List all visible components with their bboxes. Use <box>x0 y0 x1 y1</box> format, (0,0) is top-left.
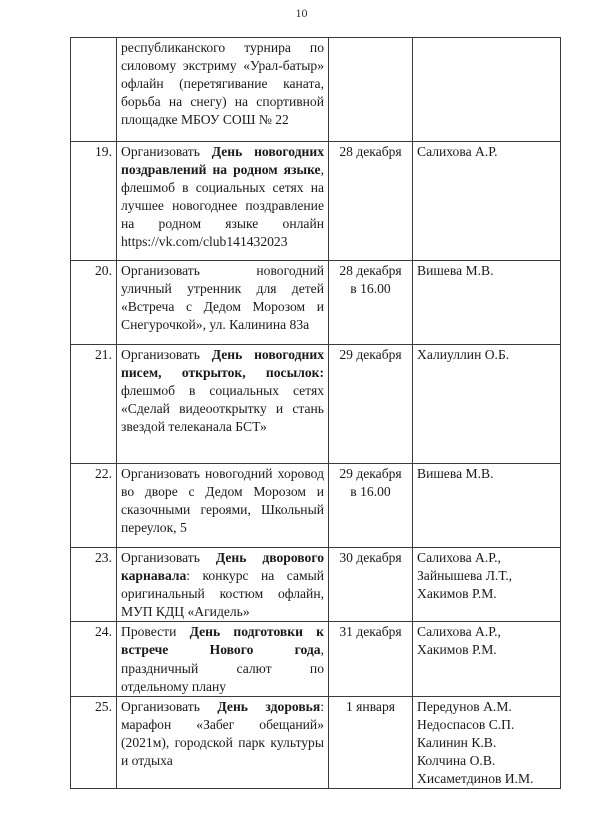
event-description <box>117 548 329 622</box>
event-responsible: Салихова А.Р. <box>413 142 561 261</box>
event-date: 31 декабря <box>329 622 413 696</box>
event-date-day: 28 декабря <box>339 263 402 278</box>
event-details: , флешмоб в социальных сетях на лучшее новогоднее поздравление на родном языке онлайн https://vk.com/club141432023 <box>121 162 324 250</box>
events-table <box>70 37 561 789</box>
event-title: День новогодних поздравлений на родном языке <box>121 144 324 178</box>
event-date-time: в 16.00 <box>350 484 391 500</box>
event-description: Организовать новогодний уличный утренник для детей «Встреча с Дедом Морозом и Снегурочкой», ул. Калинина 83а <box>117 261 329 345</box>
event-responsible <box>413 548 561 622</box>
event-title: День здоровья <box>217 698 321 714</box>
responsible-person: Недоспасов С.П. <box>417 716 515 732</box>
event-verb: Провести <box>121 624 190 640</box>
event-verb: Организовать <box>121 698 218 714</box>
responsible-person: Хисаметдинов И.М. <box>417 771 534 787</box>
responsible-person: Калинин К.В. <box>417 734 497 750</box>
event-date: 30 декабря <box>329 548 413 622</box>
event-date: 1 января <box>329 696 413 788</box>
responsible-person: Передунов А.М. <box>417 698 512 714</box>
event-date: 28 декабря <box>329 142 413 261</box>
responsible-person: Колчина О.В. <box>417 753 496 769</box>
responsible-person: Хакимов Р.М. <box>417 586 497 602</box>
table-row <box>71 464 561 548</box>
row-number <box>71 38 117 142</box>
event-description <box>117 142 329 261</box>
event-verb: Организовать <box>121 550 216 565</box>
table-row <box>71 622 561 696</box>
row-number: 20. <box>71 261 117 345</box>
table-row <box>71 696 561 788</box>
table-row <box>71 261 561 345</box>
event-description: республиканского турнира по силовому экстриму «Урал-батыр» офлайн (перетягивание каната, борьба на снегу) на спортивной площадке МБОУ СОШ № 22 <box>117 38 329 142</box>
row-number: 19. <box>71 142 117 261</box>
event-title: День подготовки к встрече Нового года <box>121 624 324 658</box>
event-date <box>329 38 413 142</box>
table-row <box>71 38 561 142</box>
event-responsible: Вишева М.В. <box>413 464 561 548</box>
event-description <box>117 345 329 464</box>
event-title: День новогодних писем, открыток, посылок: <box>121 347 324 381</box>
event-details: : марафон «Забег обещаний» (2021м), городской парк культуры и отдыха <box>121 698 324 769</box>
event-verb: Организовать <box>121 347 212 362</box>
event-details: флешмоб в социальных сетях «Сделай видеооткрытку и стань звездой телеканала БСТ» <box>121 383 324 435</box>
row-number: 22. <box>71 464 117 548</box>
responsible-person: Зайнышева Л.Т., <box>417 568 513 584</box>
table-row <box>71 345 561 464</box>
row-number: 21. <box>71 345 117 464</box>
event-date: 29 декабря <box>329 345 413 464</box>
row-number: 25. <box>71 696 117 788</box>
row-number: 23. <box>71 548 117 622</box>
event-responsible <box>413 38 561 142</box>
event-responsible: Халиуллин О.Б. <box>413 345 561 464</box>
event-responsible <box>413 622 561 696</box>
row-number: 24. <box>71 622 117 696</box>
event-date <box>329 261 413 345</box>
event-date <box>329 464 413 548</box>
event-description <box>117 696 329 788</box>
event-responsible <box>413 696 561 788</box>
event-verb: Организовать <box>121 144 212 159</box>
event-date-time: в 16.00 <box>350 281 391 297</box>
responsible-person: Хакимов Р.М. <box>417 642 497 658</box>
event-details: , праздничный салют по отдельному плану <box>121 642 324 694</box>
event-responsible: Вишева М.В. <box>413 261 561 345</box>
responsible-person: Салихова А.Р., <box>417 624 501 640</box>
event-description <box>117 622 329 696</box>
event-date-day: 29 декабря <box>339 466 402 481</box>
table-row <box>71 142 561 261</box>
event-title: День дворового карнавала <box>121 550 324 584</box>
event-details: : конкурс на самый оригинальный костюм офлайн, МУП КДЦ «Агидель» <box>121 568 324 620</box>
table-row <box>71 548 561 622</box>
responsible-person: Салихова А.Р., <box>417 550 501 565</box>
page-number: 10 <box>295 6 308 20</box>
event-description: Организовать новогодний хоровод во дворе с Дедом Морозом и сказочными героями, Школьный переулок, 5 <box>117 464 329 548</box>
